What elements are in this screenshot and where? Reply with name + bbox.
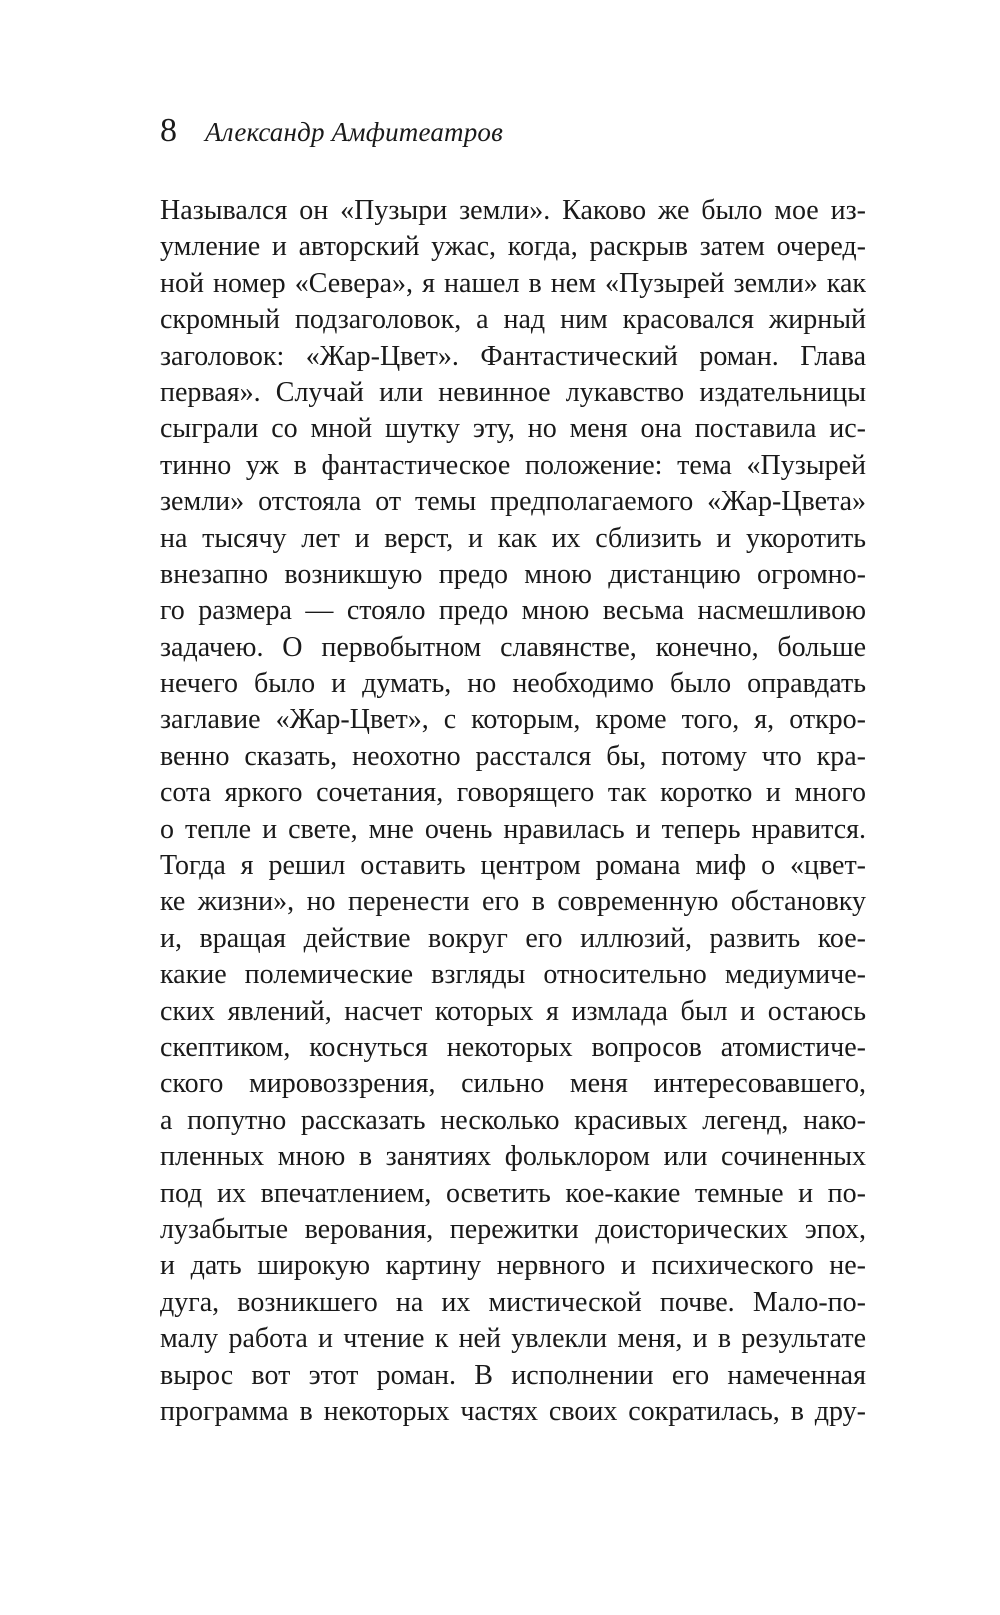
text-line: заглавие «Жар-Цвет», с которым, кроме того, я, откро-	[160, 704, 866, 736]
text-line: скромный подзаголовок, а над ним красовался жирный	[160, 304, 866, 336]
text-line: ке жизни», но перенести его в современную обстановку	[160, 886, 866, 918]
text-line: и дать широкую картину нервного и психического не-	[160, 1250, 866, 1282]
text-line: ной номер «Севера», я нашел в нем «Пузырей земли» как	[160, 267, 866, 299]
text-line: программа в некоторых частях своих сократилась, в дру-	[160, 1395, 866, 1427]
text-line: тинно уж в фантастическое положение: тема «Пузырей	[160, 449, 866, 481]
text-line: под их впечатлением, осветить кое-какие темные и по-	[160, 1177, 866, 1209]
text-line: какие полемические взгляды относительно медиумиче-	[160, 959, 866, 991]
text-line: и, вращая действие вокруг его иллюзий, развить кое-	[160, 922, 866, 954]
running-head	[160, 112, 503, 150]
text-line: ского мировоззрения, сильно меня интересовавшего,	[160, 1068, 866, 1100]
text-line: на тысячу лет и верст, и как их сблизить и укоротить	[160, 522, 866, 554]
text-line: пленных мною в занятиях фольклором или сочиненных	[160, 1141, 866, 1173]
text-line: вырос вот этот роман. В исполнении его намеченная	[160, 1359, 866, 1391]
text-line: первая». Случай или невинное лукавство издательницы	[160, 376, 866, 408]
text-line: о тепле и свете, мне очень нравилась и теперь нравится.	[160, 813, 866, 845]
text-line: внезапно возникшую предо мною дистанцию огромно-	[160, 558, 866, 590]
text-line: Тогда я решил оставить центром романа миф о «цвет-	[160, 850, 866, 882]
text-line: Назывался он «Пузыри земли». Каково же было мое из-	[160, 195, 866, 226]
text-line: а попутно рассказать несколько красивых легенд, нако-	[160, 1104, 866, 1136]
text-line: лузабытые верования, пережитки доисторических эпох,	[160, 1213, 866, 1245]
page-number: 8	[160, 112, 177, 149]
text-line: умление и авторский ужас, когда, раскрыв затем очеред-	[160, 231, 866, 263]
text-line: ских явлений, насчет которых я измлада был и остаюсь	[160, 995, 866, 1027]
text-line: го размера — стояло предо мною весьма насмешливою	[160, 595, 866, 627]
text-line: задачею. О первобытном славянстве, конечно, больше	[160, 631, 866, 663]
text-line: скептиком, коснуться некоторых вопросов атомистиче-	[160, 1031, 866, 1063]
body-text	[160, 193, 866, 1430]
text-line: заголовок: «Жар-Цвет». Фантастический роман. Глава	[160, 340, 866, 372]
text-line: нечего было и думать, но необходимо было оправдать	[160, 668, 866, 700]
text-line: венно сказать, неохотно расстался бы, потому что кра-	[160, 740, 866, 772]
text-line: сыграли со мной шутку эту, но меня она поставила ис-	[160, 413, 866, 445]
text-line: земли» отстояла от темы предполагаемого «Жар-Цвета»	[160, 486, 866, 518]
author-name: Александр Амфитеатров	[205, 117, 504, 147]
text-line: малу работа и чтение к ней увлекли меня, и в результате	[160, 1323, 866, 1355]
text-line: сота яркого сочетания, говорящего так коротко и много	[160, 777, 866, 809]
text-line: дуга, возникшего на их мистической почве. Мало-по-	[160, 1286, 866, 1318]
